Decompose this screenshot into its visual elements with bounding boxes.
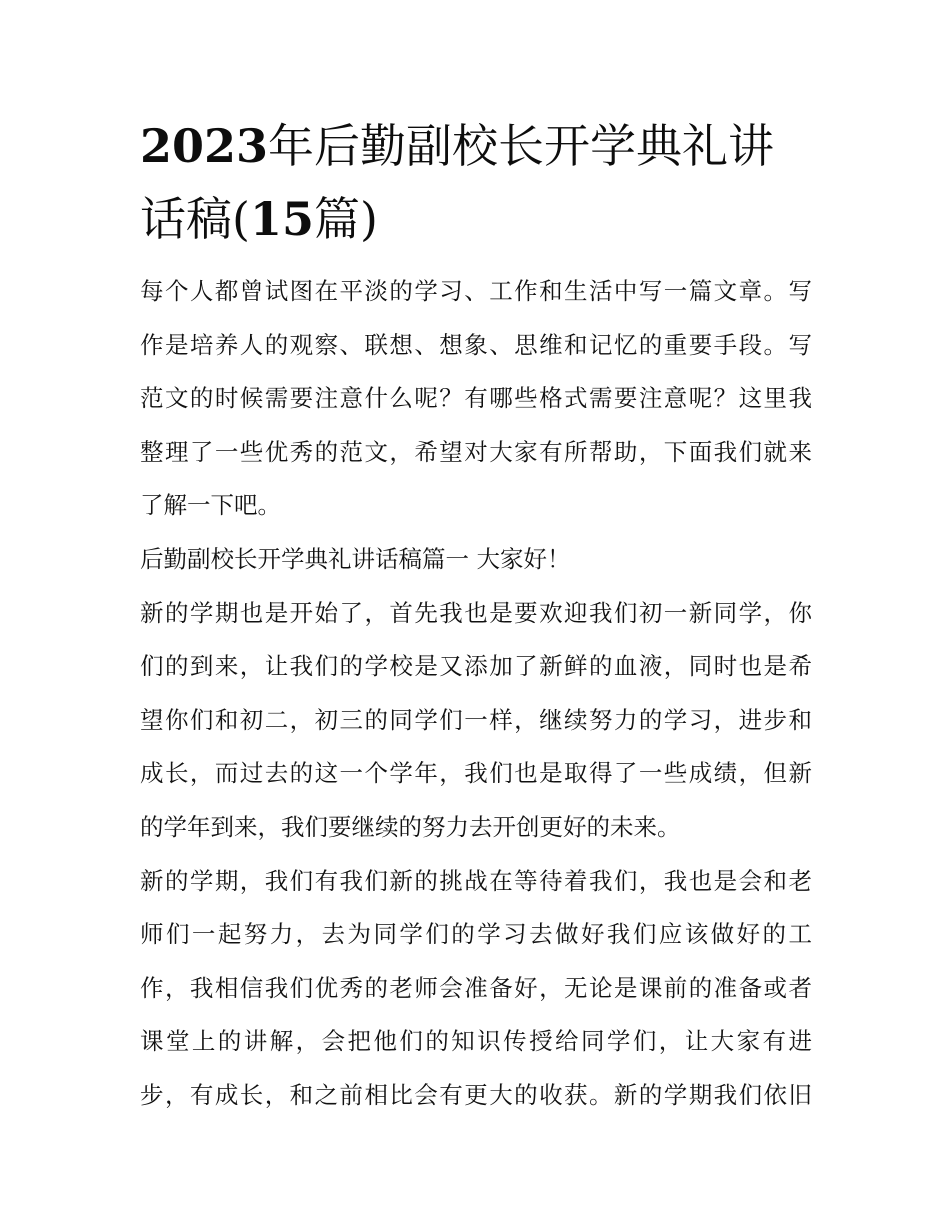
document-body <box>140 265 812 1123</box>
document-title <box>140 110 812 256</box>
paragraph-line: 师们一起努力，去为同学们的学习去做好我们应该做好的工 <box>140 920 812 949</box>
paragraph-line: 望你们和初二，初三的同学们一样，继续努力的学习，进步和 <box>140 705 812 734</box>
title-line-2 <box>140 183 812 256</box>
title-line-1-text: 年后勤副校长开学典礼讲 <box>268 119 775 173</box>
paragraph-line: 成长，而过去的这一个学年，我们也是取得了一些成绩，但新 <box>140 759 812 788</box>
paragraph-line: 的学年到来，我们要继续的努力去开创更好的未来。 <box>140 812 681 841</box>
paragraph-line: 们的到来，让我们的学校是又添加了新鲜的血液，同时也是希 <box>140 652 812 681</box>
document-page <box>140 110 812 1123</box>
paragraph-body-1 <box>140 587 812 855</box>
paragraph-line: 新的学期，我们有我们新的挑战在等待着我们，我也是会和老 <box>140 866 812 895</box>
title-line-1 <box>140 110 812 183</box>
title-year: 2023 <box>140 119 269 173</box>
title-count: 15 <box>249 192 314 246</box>
paragraph-line: 作，我相信我们优秀的老师会准备好，无论是课前的准备或者 <box>140 973 812 1002</box>
paragraph-body-2 <box>140 855 812 1123</box>
paragraph-line: 步，有成长，和之前相比会有更大的收获。新的学期我们依旧 <box>140 1080 812 1109</box>
paragraph-line: 新的学期也是开始了，首先我也是要欢迎我们初一新同学，你 <box>140 598 812 627</box>
paragraph-line: 每个人都曾试图在平淡的学习、工作和生活中写一篇文章。写 <box>140 277 812 305</box>
paragraph-line: 课堂上的讲解，会把他们的知识传授给同学们，让大家有进 <box>140 1027 812 1056</box>
paragraph-section-heading <box>140 533 812 587</box>
paragraph-line: 作是培养人的观察、联想、想象、思维和记忆的重要手段。写 <box>140 330 812 359</box>
paragraph-line: 了解一下吧。 <box>140 491 281 520</box>
title-line-2-pre: 话稿( <box>140 192 250 246</box>
section-heading-line: 后勤副校长开学典礼讲话稿篇一 大家好！ <box>140 544 571 573</box>
paragraph-line: 范文的时候需要注意什么呢？有哪些格式需要注意呢？这里我 <box>140 384 812 413</box>
paragraph-intro <box>140 265 812 533</box>
title-line-2-post: 篇) <box>313 192 378 246</box>
paragraph-line: 整理了一些优秀的范文，希望对大家有所帮助，下面我们就来 <box>140 437 812 466</box>
